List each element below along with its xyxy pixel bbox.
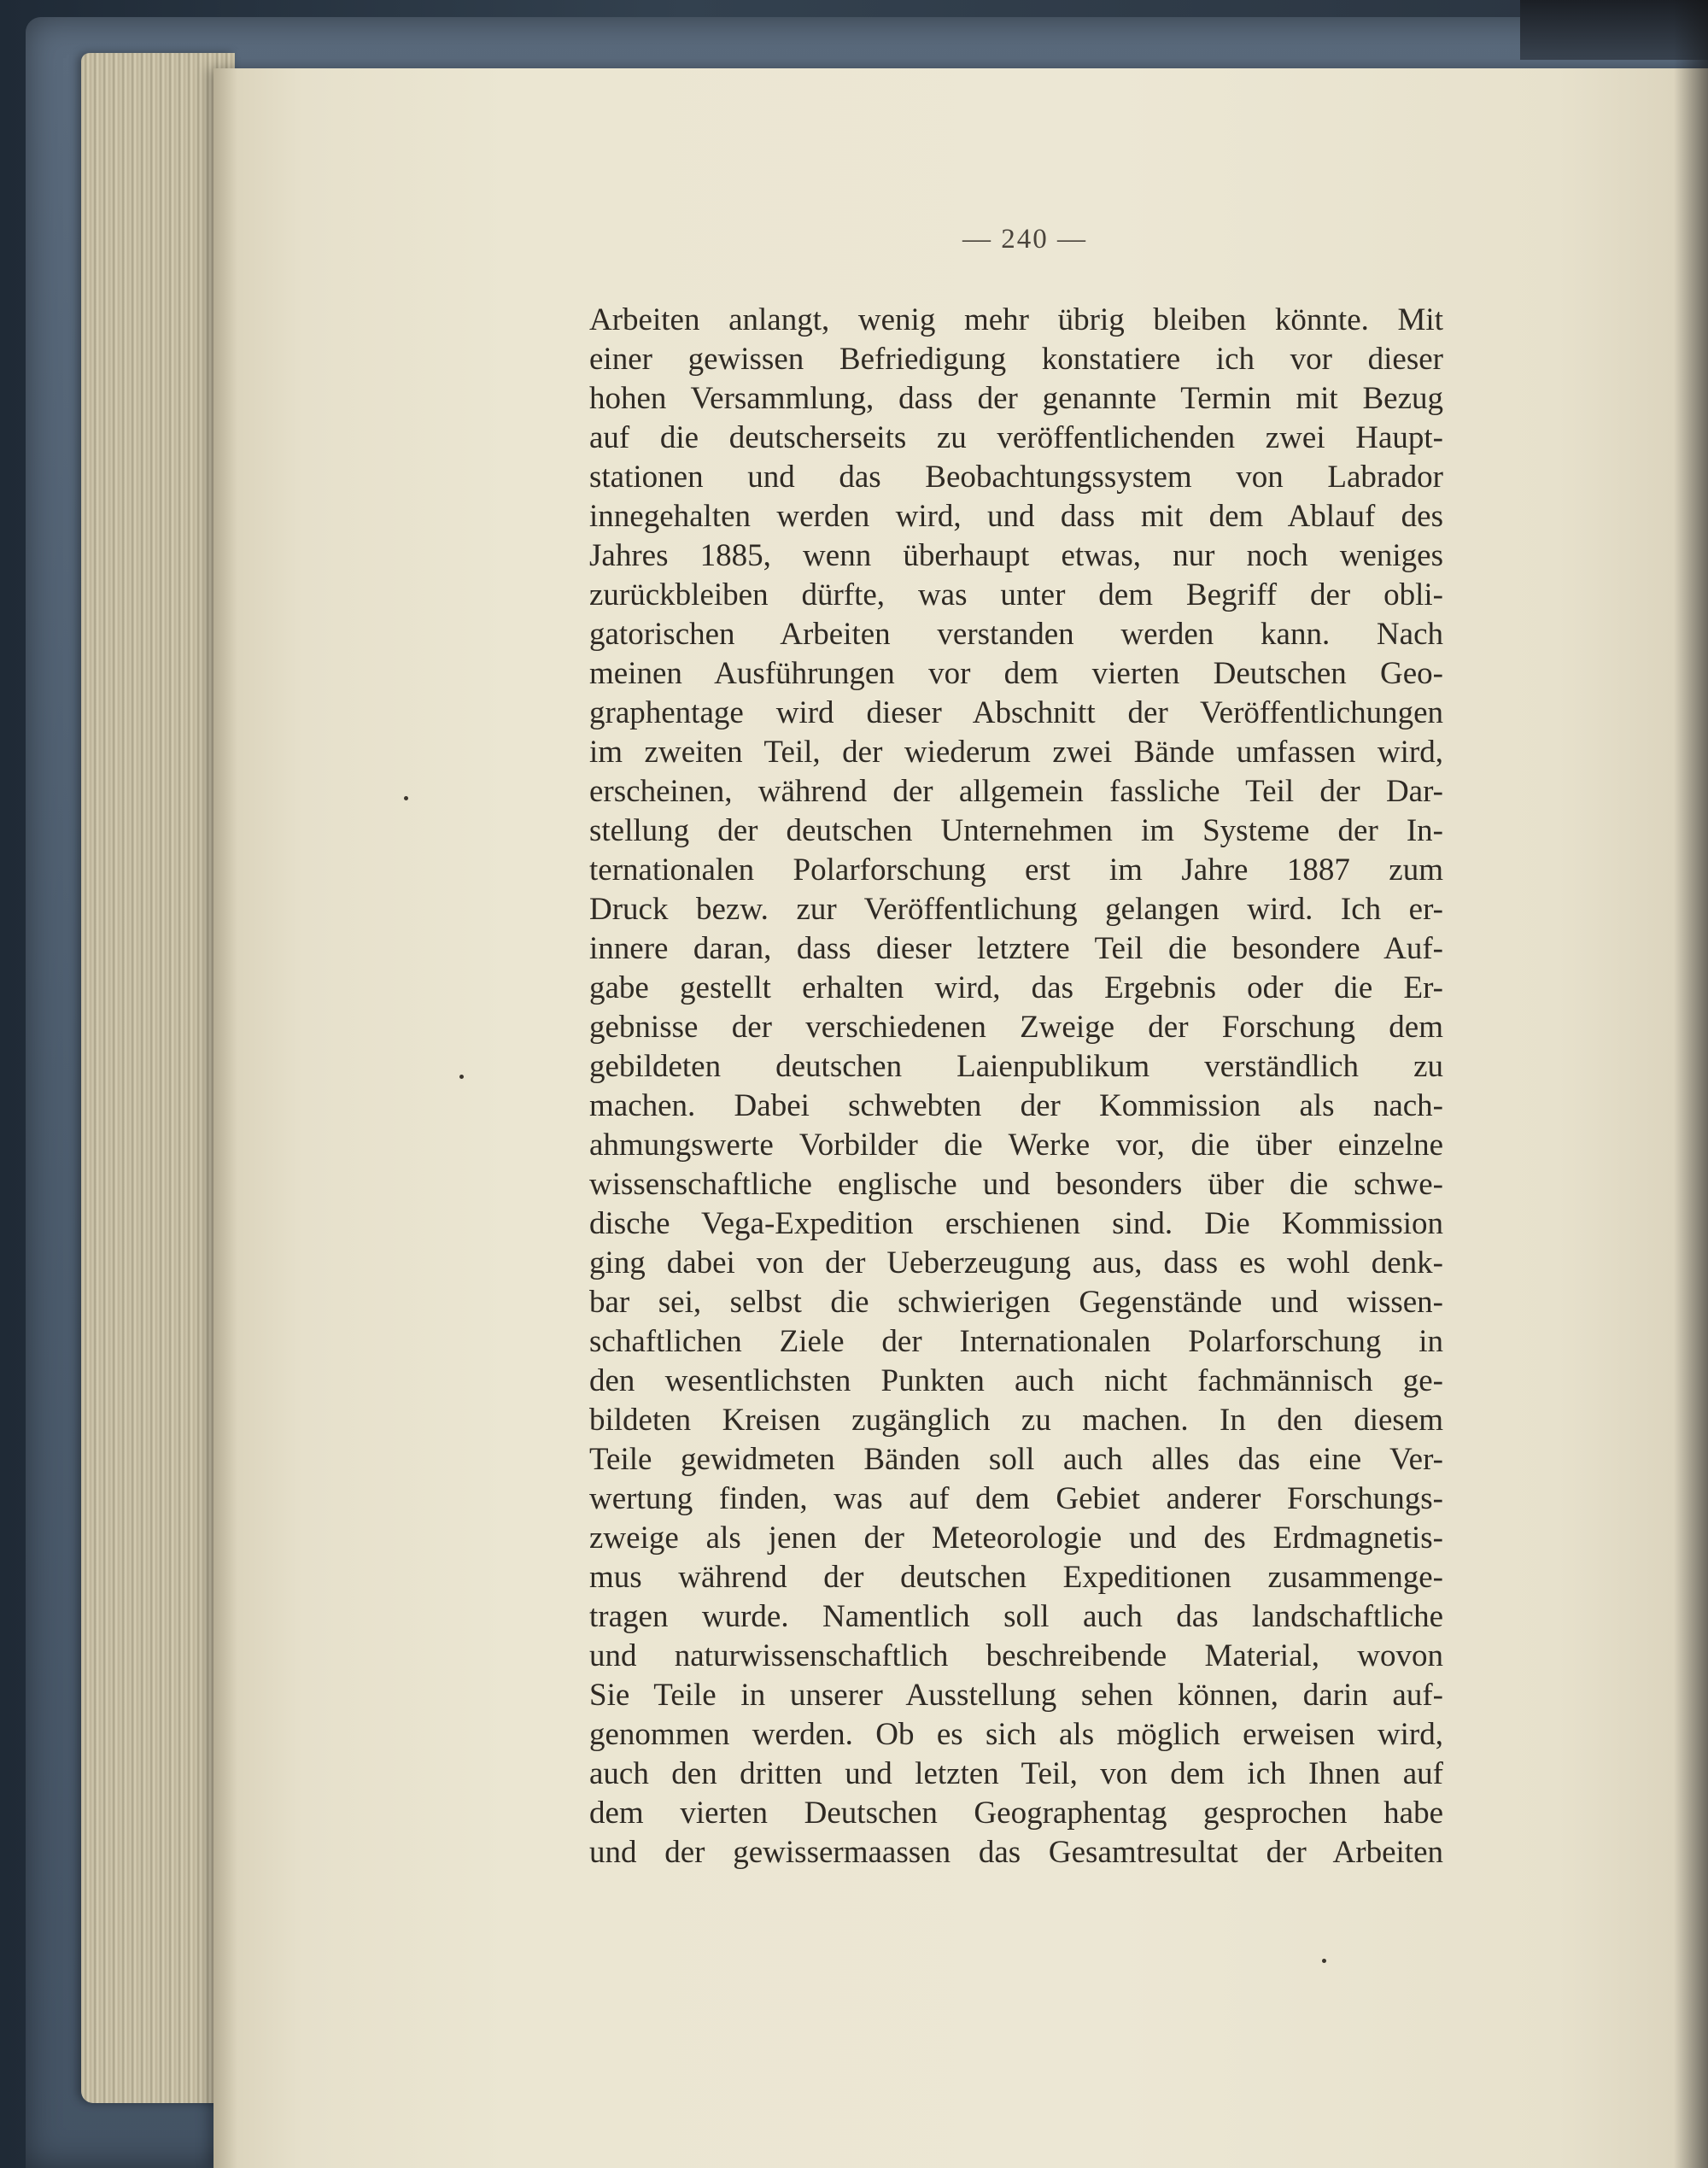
text-line: auch den dritten und letzten Teil, von dem ich Ihnen auf xyxy=(589,1756,1443,1791)
text-line: ging dabei von der Ueberzeugung aus, dass es wohl denk- xyxy=(589,1245,1443,1280)
text-line: gabe gestellt erhalten wird, das Ergebnis oder die Er- xyxy=(589,970,1443,1005)
text-line: wissenschaftliche englische und besonders über die schwe- xyxy=(589,1167,1443,1202)
text-line: tragen wurde. Namentlich soll auch das landschaftliche xyxy=(589,1599,1443,1634)
text-line: Jahres 1885, wenn überhaupt etwas, nur noch weniges xyxy=(589,538,1443,573)
text-line: schaftlichen Ziele der Internationalen Polarforschung in xyxy=(589,1324,1443,1359)
text-line: Druck bezw. zur Veröffentlichung gelangen wird. Ich er- xyxy=(589,892,1443,927)
text-line: wertung finden, was auf dem Gebiet anderer Forschungs- xyxy=(589,1481,1443,1516)
text-line: machen. Dabei schwebten der Kommission als nach- xyxy=(589,1088,1443,1123)
text-line: zurückbleiben dürfte, was unter dem Begriff der obli- xyxy=(589,577,1443,612)
text-line: gebildeten deutschen Laienpublikum verständlich zu xyxy=(589,1049,1443,1084)
text-line: stellung der deutschen Unternehmen im Systeme der In- xyxy=(589,813,1443,848)
text-line: dische Vega-Expedition erschienen sind. Die Kommission xyxy=(589,1206,1443,1241)
text-line: den wesentlichsten Punkten auch nicht fachmännisch ge- xyxy=(589,1363,1443,1398)
text-line: und der gewissermaassen das Gesamtresultat der Arbeiten xyxy=(589,1835,1443,1870)
text-line: graphentage wird dieser Abschnitt der Veröffentlichungen xyxy=(589,695,1443,730)
text-line: Teile gewidmeten Bänden soll auch alles das eine Ver- xyxy=(589,1442,1443,1477)
text-line: ternationalen Polarforschung erst im Jahre 1887 zum xyxy=(589,853,1443,888)
text-line: auf die deutscherseits zu veröffentlichenden zwei Haupt- xyxy=(589,420,1443,455)
text-line: genommen werden. Ob es sich als möglich erweisen wird, xyxy=(589,1717,1443,1752)
page-edges xyxy=(81,53,235,2103)
text-line: dem vierten Deutschen Geographentag gesprochen habe xyxy=(589,1796,1443,1831)
text-line: im zweiten Teil, der wiederum zwei Bände umfassen wird, xyxy=(589,735,1443,770)
text-line: und naturwissenschaftlich beschreibende Material, wovon xyxy=(589,1638,1443,1673)
text-line: bildeten Kreisen zugänglich zu machen. In den diesem xyxy=(589,1403,1443,1438)
text-line: Arbeiten anlangt, wenig mehr übrig bleiben könnte. Mit xyxy=(589,302,1443,337)
text-line: ahmungswerte Vorbilder die Werke vor, die über einzelne xyxy=(589,1128,1443,1163)
page-gutter-shadow xyxy=(214,68,237,2168)
text-line: hohen Versammlung, dass der genannte Termin mit Bezug xyxy=(589,381,1443,416)
text-line: innegehalten werden wird, und dass mit dem Ablauf des xyxy=(589,499,1443,534)
text-line: mus während der deutschen Expeditionen zusammenge- xyxy=(589,1560,1443,1595)
page-right-shadow xyxy=(1674,0,1708,2168)
text-line: gatorischen Arbeiten verstanden werden kann. Nach xyxy=(589,617,1443,652)
paper-speck xyxy=(1322,1959,1326,1963)
text-line: bar sei, selbst die schwierigen Gegenstände und wissen- xyxy=(589,1285,1443,1320)
text-line: einer gewissen Befriedigung konstatiere ich vor dieser xyxy=(589,342,1443,377)
text-line: innere daran, dass dieser letztere Teil die besondere Auf- xyxy=(589,931,1443,966)
paper-speck xyxy=(459,1075,464,1079)
text-line: gebnisse der verschiedenen Zweige der Forschung dem xyxy=(589,1010,1443,1045)
text-line: meinen Ausführungen vor dem vierten Deutschen Geo- xyxy=(589,656,1443,691)
page-number: — 240 — xyxy=(962,224,1087,255)
text-line: zweige als jenen der Meteorologie und des Erdmagnetis- xyxy=(589,1521,1443,1556)
paper-speck xyxy=(404,796,408,800)
text-line: Sie Teile in unserer Ausstellung sehen können, darin auf- xyxy=(589,1678,1443,1713)
body-text xyxy=(589,301,1443,1872)
text-line: stationen und das Beobachtungssystem von Labrador xyxy=(589,460,1443,495)
text-line: erscheinen, während der allgemein fassliche Teil der Dar- xyxy=(589,774,1443,809)
